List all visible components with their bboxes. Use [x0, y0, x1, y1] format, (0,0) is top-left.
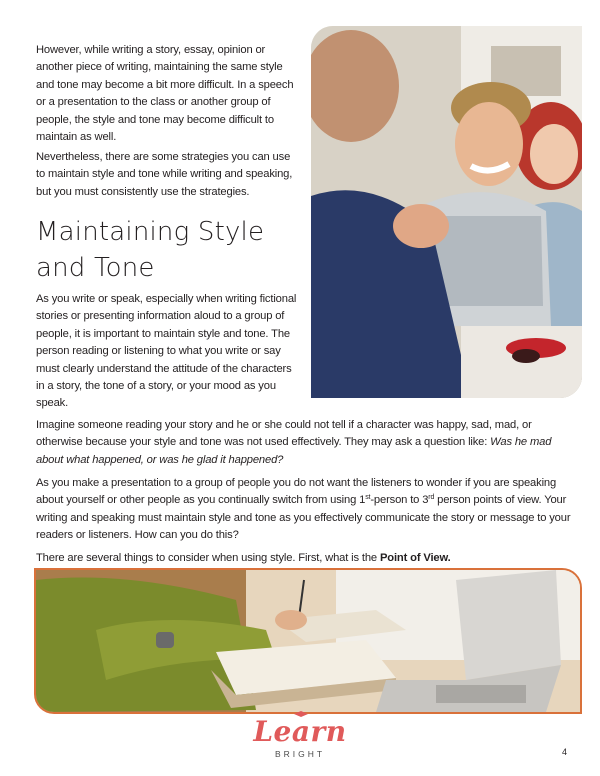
writing-photo	[34, 568, 582, 714]
learn-bright-logo	[238, 716, 362, 766]
paragraph-point-of-view	[36, 550, 576, 567]
section-heading: Maintaining Style and Tone	[36, 217, 265, 283]
superscript-st: st	[365, 494, 371, 502]
superscript-rd: rd	[428, 494, 435, 502]
paragraph-maintain: As you write or speak, especially when writing fictional stories or presenting information aloud to a group of people, it is important to maintain style and tone. The person reading or listening to what you write or say must clearly understand the attitude of the characters in a story, the tone of a story, or your mood as you speak.	[36, 293, 297, 410]
paragraph-presentation-a: As you make a presentation to a group of people you do not want the listeners to wonder if you are speaking about yourself or other people as you continually switch from using 1	[36, 477, 557, 507]
paragraph-imagine-question: Was he mad about what happened, or was he glad it happened?	[36, 436, 552, 466]
paragraph-imagine-text: Imagine someone reading your story and he or she could not tell if a character was happy, sad, mad, or otherwise because your style and tone was not used effectively. They may ask a question like:	[36, 419, 532, 449]
page-number: 4	[562, 747, 568, 757]
paragraph-presentation-b: -person to 3	[370, 494, 429, 507]
paragraph-strategies: Nevertheless, there are some strategies you can use to maintain style and tone while writing and speaking, but you must consistently use the strategies.	[36, 151, 293, 198]
paragraph-pov-text: There are several things to consider when using style. First, what is the	[36, 552, 380, 564]
paragraph-imagine	[36, 417, 576, 469]
students-photo	[311, 26, 582, 398]
paragraph-presentation	[36, 475, 576, 545]
paragraph-intro: However, while writing a story, essay, opinion or another piece of writing, maintaining the same style and tone may become a bit more difficult. In a speech or a presentation to the class or another group of people, the style and tone may become difficult to maintain as well.	[36, 44, 294, 144]
paragraph-presentation-c: person points of view. Your writing and speaking must maintain style and tone as you effectively communicate the story or message to your readers or listeners. How can you do this?	[36, 494, 571, 542]
logo-word: Learn	[253, 715, 347, 748]
paragraph-pov-bold: Point of View.	[379, 552, 451, 564]
logo-subtitle: BRIGHT	[274, 749, 326, 759]
